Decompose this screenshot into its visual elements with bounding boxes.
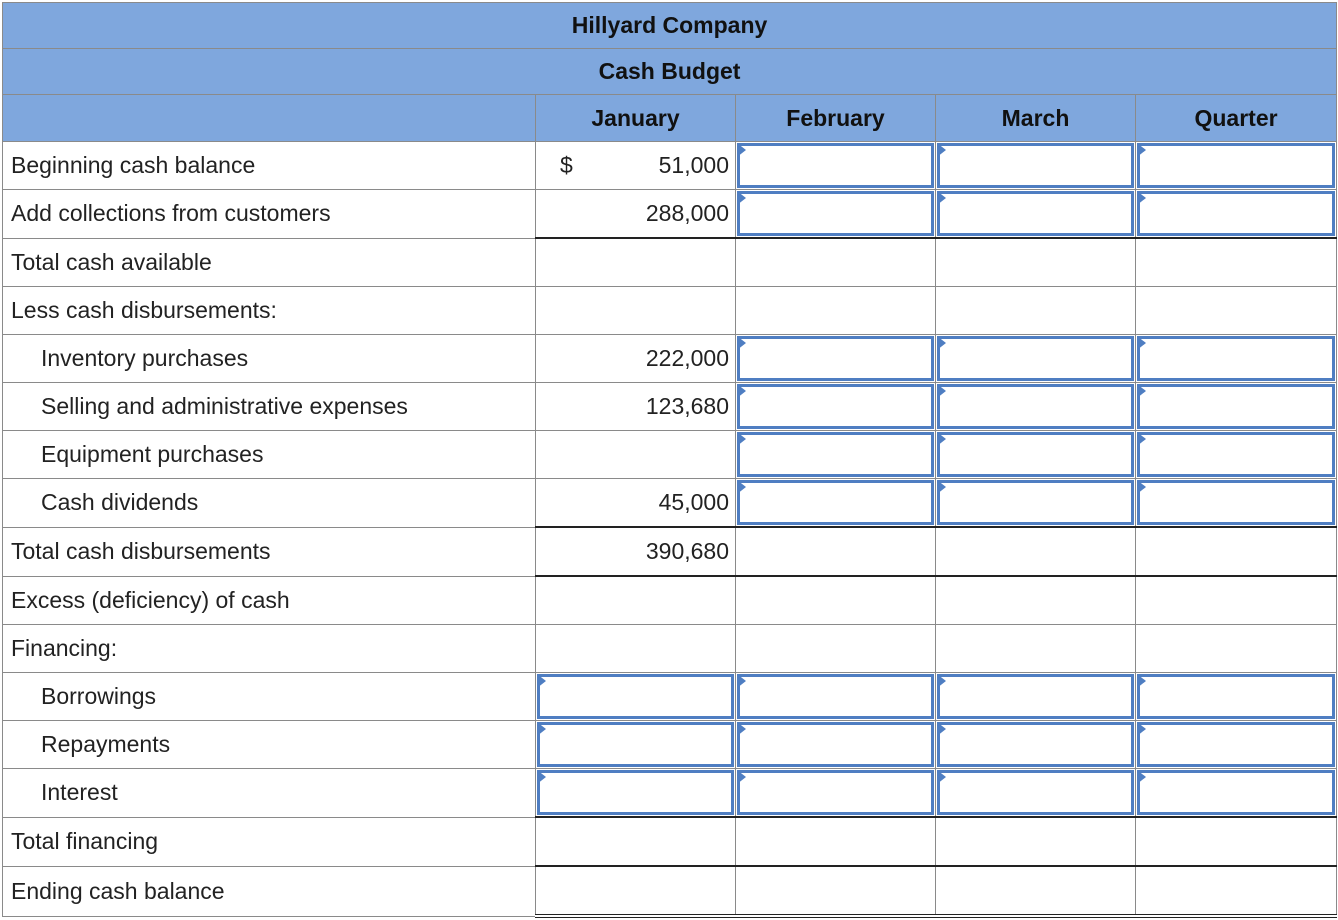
ending-cash-march [936, 866, 1136, 916]
row-label: Excess (deficiency) of cash [3, 576, 536, 625]
cash-budget-table [2, 2, 1337, 918]
row-inventory-purchases [3, 335, 1337, 383]
inventory-quarter-input[interactable] [1137, 336, 1335, 381]
row-ending-cash-balance [3, 866, 1337, 916]
excess-january [536, 576, 736, 625]
row-label: Inventory purchases [3, 335, 536, 383]
repayments-quarter-input[interactable] [1137, 722, 1335, 767]
report-title: Cash Budget [3, 49, 1337, 95]
total-disbursements-january [536, 527, 736, 576]
row-total-cash-disbursements [3, 527, 1337, 576]
beginning-cash-january [536, 142, 736, 190]
row-label: Total financing [3, 817, 536, 866]
total-cash-available-january [536, 238, 736, 287]
row-total-financing [3, 817, 1337, 866]
beginning-cash-quarter-input[interactable] [1137, 143, 1335, 188]
equipment-quarter-input[interactable] [1137, 432, 1335, 477]
total-cash-available-quarter [1136, 238, 1337, 287]
borrowings-quarter-input[interactable] [1137, 674, 1335, 719]
row-beginning-cash-balance [3, 142, 1337, 190]
dividends-january [536, 479, 736, 528]
empty-cell [736, 287, 936, 335]
dividends-quarter-input[interactable] [1137, 480, 1335, 525]
cell-value: 45,000 [658, 489, 729, 515]
excess-february [736, 576, 936, 625]
cell-value: 222,000 [645, 345, 729, 371]
cell-value: 288,000 [645, 200, 729, 226]
row-borrowings [3, 673, 1337, 721]
equipment-march-input[interactable] [937, 432, 1134, 477]
total-financing-january [536, 817, 736, 866]
row-selling-admin [3, 383, 1337, 431]
collections-february-input[interactable] [737, 191, 934, 236]
selling-admin-quarter-input[interactable] [1137, 384, 1335, 429]
total-financing-quarter [1136, 817, 1337, 866]
repayments-february-input[interactable] [737, 722, 934, 767]
row-label: Borrowings [3, 673, 536, 721]
row-excess-deficiency [3, 576, 1337, 625]
interest-march-input[interactable] [937, 770, 1134, 815]
empty-cell [936, 287, 1136, 335]
total-disbursements-february [736, 527, 936, 576]
cell-value: 390,680 [645, 538, 729, 564]
borrowings-february-input[interactable] [737, 674, 934, 719]
dividends-february-input[interactable] [737, 480, 934, 525]
selling-admin-march-input[interactable] [937, 384, 1134, 429]
row-add-collections [3, 190, 1337, 239]
row-cash-dividends [3, 479, 1337, 528]
row-label: Total cash disbursements [3, 527, 536, 576]
beginning-cash-march-input[interactable] [937, 143, 1134, 188]
currency-symbol: $ [560, 152, 573, 178]
row-interest [3, 769, 1337, 818]
row-repayments [3, 721, 1337, 769]
column-header-february: February [736, 95, 936, 142]
empty-cell [1136, 625, 1337, 673]
collections-quarter-input[interactable] [1137, 191, 1335, 236]
collections-january [536, 190, 736, 239]
inventory-february-input[interactable] [737, 336, 934, 381]
interest-january-input[interactable] [537, 770, 734, 815]
empty-cell [1136, 287, 1337, 335]
column-header-january: January [536, 95, 736, 142]
column-header-march: March [936, 95, 1136, 142]
collections-march-input[interactable] [937, 191, 1134, 236]
borrowings-january-input[interactable] [537, 674, 734, 719]
empty-cell [536, 625, 736, 673]
inventory-january [536, 335, 736, 383]
total-financing-february [736, 817, 936, 866]
row-total-cash-available [3, 238, 1337, 287]
row-label: Less cash disbursements: [3, 287, 536, 335]
column-header-quarter: Quarter [1136, 95, 1337, 142]
ending-cash-february [736, 866, 936, 916]
interest-february-input[interactable] [737, 770, 934, 815]
row-label: Cash dividends [3, 479, 536, 528]
interest-quarter-input[interactable] [1137, 770, 1335, 815]
total-disbursements-quarter [1136, 527, 1337, 576]
total-disbursements-march [936, 527, 1136, 576]
empty-cell [536, 287, 736, 335]
cell-value: 123,680 [645, 393, 729, 419]
dividends-march-input[interactable] [937, 480, 1134, 525]
selling-admin-january [536, 383, 736, 431]
row-label: Financing: [3, 625, 536, 673]
total-cash-available-march [936, 238, 1136, 287]
equipment-january [536, 431, 736, 479]
row-label: Ending cash balance [3, 866, 536, 916]
row-label: Selling and administrative expenses [3, 383, 536, 431]
row-label: Beginning cash balance [3, 142, 536, 190]
inventory-march-input[interactable] [937, 336, 1134, 381]
row-label: Interest [3, 769, 536, 818]
ending-cash-january [536, 866, 736, 916]
selling-admin-february-input[interactable] [737, 384, 934, 429]
equipment-february-input[interactable] [737, 432, 934, 477]
company-name: Hillyard Company [3, 3, 1337, 49]
row-label: Repayments [3, 721, 536, 769]
row-equipment-purchases [3, 431, 1337, 479]
row-label: Equipment purchases [3, 431, 536, 479]
ending-cash-quarter [1136, 866, 1337, 916]
cell-value: 51,000 [658, 152, 729, 178]
empty-cell [736, 625, 936, 673]
excess-quarter [1136, 576, 1337, 625]
total-cash-available-february [736, 238, 936, 287]
row-label: Total cash available [3, 238, 536, 287]
total-financing-march [936, 817, 1136, 866]
borrowings-march-input[interactable] [937, 674, 1134, 719]
row-label: Add collections from customers [3, 190, 536, 239]
header-blank [3, 95, 536, 142]
empty-cell [936, 625, 1136, 673]
excess-march [936, 576, 1136, 625]
repayments-january-input[interactable] [537, 722, 734, 767]
beginning-cash-february-input[interactable] [737, 143, 934, 188]
row-financing [3, 625, 1337, 673]
row-less-cash-disbursements [3, 287, 1337, 335]
repayments-march-input[interactable] [937, 722, 1134, 767]
